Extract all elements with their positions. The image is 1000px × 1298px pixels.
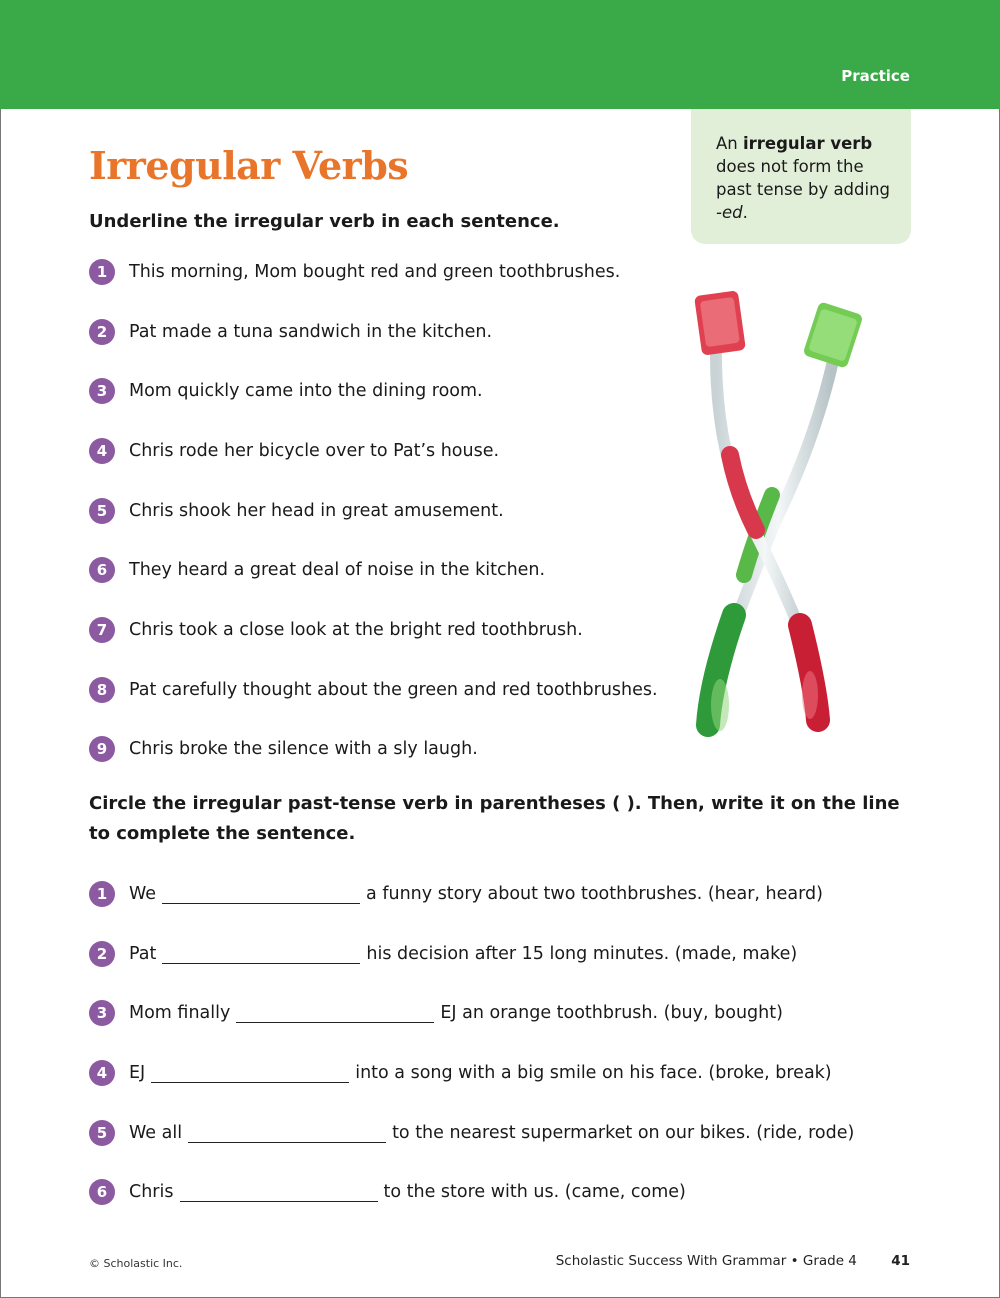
sentence-end: his decision after 15 long minutes. (made, make) bbox=[366, 944, 798, 964]
item-number-badge: 2 bbox=[89, 941, 115, 967]
item-number-badge: 5 bbox=[89, 498, 115, 524]
item-number-badge: 2 bbox=[89, 319, 115, 345]
fill-item-2 bbox=[89, 940, 797, 968]
sentence-end: to the nearest supermarket on our bikes. (ride, rode) bbox=[392, 1123, 855, 1143]
note-end: . bbox=[742, 203, 748, 222]
sentence-text: Chris broke the silence with a sly laugh. bbox=[129, 739, 478, 759]
instruction-2: Circle the irregular past-tense verb in parentheses ( ). Then, write it on the line to complete the sentence. bbox=[89, 793, 900, 844]
item-number-badge: 3 bbox=[89, 1000, 115, 1026]
sentence-end: into a song with a big smile on his face. (broke, break) bbox=[355, 1063, 832, 1083]
answer-blank[interactable] bbox=[162, 885, 360, 904]
note-suffix: -ed bbox=[716, 203, 743, 222]
sentence-item-8 bbox=[89, 676, 658, 704]
sentence-item-1 bbox=[89, 258, 620, 286]
sentence-start: Chris bbox=[129, 1182, 174, 1202]
item-number-badge: 5 bbox=[89, 1120, 115, 1146]
sentence-item-2 bbox=[89, 318, 492, 346]
sentence-text: Pat made a tuna sandwich in the kitchen. bbox=[129, 322, 493, 342]
item-number-badge: 1 bbox=[89, 881, 115, 907]
item-number-badge: 4 bbox=[89, 1060, 115, 1086]
note-term: irregular verb bbox=[743, 134, 873, 153]
answer-blank[interactable] bbox=[151, 1064, 349, 1083]
sentence-start: EJ bbox=[129, 1063, 146, 1083]
item-number-badge: 6 bbox=[89, 557, 115, 583]
sentence-start: We all bbox=[129, 1123, 183, 1143]
sentence-text: Chris shook her head in great amusement. bbox=[129, 501, 504, 521]
item-number-badge: 9 bbox=[89, 736, 115, 762]
fill-item-1 bbox=[89, 880, 823, 908]
sentence-text: Mom quickly came into the dining room. bbox=[129, 381, 483, 401]
item-number-badge: 4 bbox=[89, 438, 115, 464]
item-number-badge: 7 bbox=[89, 617, 115, 643]
page-title: Irregular Verbs bbox=[89, 143, 409, 188]
fill-item-6 bbox=[89, 1178, 686, 1206]
sentence-item-4 bbox=[89, 437, 499, 465]
sentence-start: Pat bbox=[129, 944, 157, 964]
item-number-badge: 3 bbox=[89, 378, 115, 404]
note-middle: does not form the past tense by adding bbox=[716, 157, 891, 199]
sentence-start: We bbox=[129, 884, 157, 904]
sentence-item-9 bbox=[89, 735, 478, 763]
sentence-text: This morning, Mom bought red and green toothbrushes. bbox=[129, 262, 621, 282]
sentence-end: to the store with us. (came, come) bbox=[383, 1182, 686, 1202]
sentence-start: Mom finally bbox=[129, 1003, 231, 1023]
sentence-text: Chris took a close look at the bright red toothbrush. bbox=[129, 620, 583, 640]
note-prefix: An bbox=[716, 134, 738, 153]
item-number-badge: 1 bbox=[89, 259, 115, 285]
fill-item-5 bbox=[89, 1119, 854, 1147]
sentence-item-7 bbox=[89, 616, 583, 644]
page-footer bbox=[556, 1253, 910, 1269]
sentence-item-6 bbox=[89, 556, 545, 584]
answer-blank[interactable] bbox=[162, 945, 360, 964]
copyright-notice: © Scholastic Inc. bbox=[89, 1257, 183, 1270]
answer-blank[interactable] bbox=[188, 1124, 386, 1143]
sentence-text: They heard a great deal of noise in the kitchen. bbox=[129, 560, 546, 580]
green-toothbrush bbox=[708, 301, 864, 731]
header-banner bbox=[0, 0, 1000, 109]
sentence-text: Chris rode her bicycle over to Pat’s house. bbox=[129, 441, 500, 461]
definition-note bbox=[691, 109, 911, 244]
fill-item-3 bbox=[89, 999, 783, 1027]
sentence-end: a funny story about two toothbrushes. (hear, heard) bbox=[366, 884, 823, 904]
fill-item-4 bbox=[89, 1059, 832, 1087]
item-number-badge: 8 bbox=[89, 677, 115, 703]
page-number: 41 bbox=[891, 1253, 910, 1269]
book-title: Scholastic Success With Grammar • Grade 4 bbox=[555, 1253, 857, 1269]
sentence-item-3 bbox=[89, 377, 483, 405]
answer-blank[interactable] bbox=[180, 1183, 378, 1202]
sentence-text: Pat carefully thought about the green and red toothbrushes. bbox=[129, 680, 658, 700]
sentence-end: EJ an orange toothbrush. (buy, bought) bbox=[440, 1003, 783, 1023]
toothbrushes-illustration bbox=[690, 285, 875, 755]
sentence-item-5 bbox=[89, 497, 504, 525]
answer-blank[interactable] bbox=[236, 1004, 434, 1023]
instruction-1: Underline the irregular verb in each sentence. bbox=[89, 211, 560, 232]
section-label: Practice bbox=[841, 67, 910, 85]
item-number-badge: 6 bbox=[89, 1179, 115, 1205]
